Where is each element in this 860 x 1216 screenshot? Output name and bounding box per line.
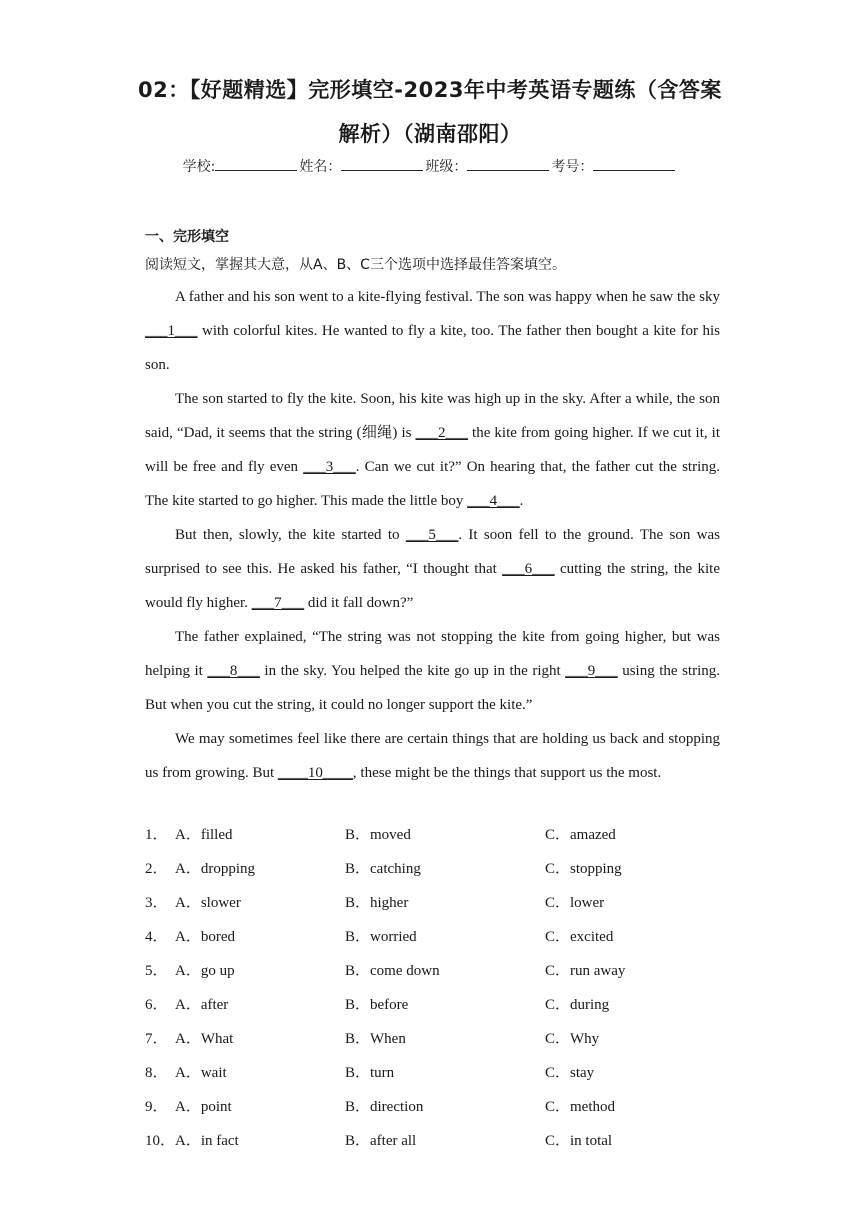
section-heading: 一、完形填空: [145, 229, 229, 245]
passage-text: . It soon fell to the ground. The son was surprised to see this. He asked his father, “I thought that: [145, 527, 720, 577]
option-c[interactable]: C．amazed: [545, 827, 616, 843]
option-a[interactable]: A．go up: [175, 963, 235, 979]
option-c[interactable]: C．method: [545, 1099, 615, 1115]
option-row-7: [145, 1027, 745, 1061]
passage-text: The son started to fly the kite. Soon, his kite was high up in the sky. After a while, the son said, “Dad, it seems that the string (细绳) is: [145, 391, 720, 441]
passage-paragraph-1: [145, 280, 720, 382]
school-blank[interactable]: [215, 158, 297, 171]
passage-text: cutting the string, the kite would fly higher.: [145, 561, 720, 611]
option-b[interactable]: B．after all: [345, 1133, 417, 1149]
option-b[interactable]: B．come down: [345, 963, 440, 979]
option-row-2: [145, 857, 745, 891]
option-b[interactable]: B．before: [345, 997, 409, 1013]
class-blank[interactable]: [467, 158, 549, 171]
option-c[interactable]: C．stopping: [545, 861, 622, 877]
answer-options: [145, 823, 745, 1163]
option-b[interactable]: B．worried: [345, 929, 417, 945]
blank-6: ___6___: [502, 561, 555, 577]
passage-text: . Can we cut it?” On hearing that, the father cut the string. The kite started to go higher. This made the little boy: [145, 459, 720, 509]
student-info-row: [0, 156, 860, 176]
passage-text: The father explained, “The string was not stopping the kite from going higher, but was helping it: [145, 629, 720, 679]
option-a[interactable]: A．point: [175, 1099, 232, 1115]
option-c[interactable]: C．stay: [545, 1065, 595, 1081]
exam-number-blank[interactable]: [593, 158, 675, 171]
option-b[interactable]: B．direction: [345, 1099, 424, 1115]
option-a[interactable]: A．What: [175, 1031, 234, 1047]
page-title: [100, 68, 760, 156]
question-number: 2．: [145, 861, 168, 877]
class-label: 班级：: [425, 159, 468, 175]
name-label: 姓名：: [299, 159, 342, 175]
blank-8: ___8___: [207, 663, 260, 679]
option-row-4: [145, 925, 745, 959]
option-a[interactable]: A．dropping: [175, 861, 255, 877]
option-c[interactable]: C．excited: [545, 929, 614, 945]
blank-9: ___9___: [565, 663, 618, 679]
passage-text: We may sometimes feel like there are certain things that are holding us back and stopping us from growing. But: [145, 731, 720, 781]
school-label: 学校:: [182, 159, 216, 175]
title-line-2: 解析）（湖南邵阳）: [338, 122, 522, 146]
blank-3: ___3___: [303, 459, 356, 475]
option-c[interactable]: C．run away: [545, 963, 626, 979]
option-row-1: [145, 823, 745, 857]
option-b[interactable]: B．turn: [345, 1065, 395, 1081]
option-c[interactable]: C．lower: [545, 895, 605, 911]
passage-text: A father and his son went to a kite-flying festival. The son was happy when he saw the sky: [175, 289, 720, 305]
passage-text: with colorful kites. He wanted to fly a kite, too. The father then bought a kite for his son.: [145, 323, 720, 373]
passage-text: did it fall down?”: [304, 595, 414, 611]
question-number: 10．: [145, 1133, 176, 1149]
section-instruction: 阅读短文，掌握其大意，从A、B、C三个选项中选择最佳答案填空。: [145, 257, 566, 273]
blank-4: ___4___: [467, 493, 520, 509]
blank-2: ___2___: [415, 425, 468, 441]
blank-1: ___1___: [145, 323, 198, 339]
blank-10: ____10____: [277, 765, 353, 781]
option-a[interactable]: A．slower: [175, 895, 241, 911]
name-blank[interactable]: [341, 158, 423, 171]
blank-7: ___7___: [251, 595, 305, 611]
question-number: 8．: [145, 1065, 168, 1081]
option-a[interactable]: A．filled: [175, 827, 233, 843]
passage-text: using the string. But when you cut the string, it could no longer support the kite.”: [145, 663, 721, 713]
option-a[interactable]: A．after: [175, 997, 229, 1013]
option-row-6: [145, 993, 745, 1027]
passage-text: in the sky. You helped the kite go up in the right: [259, 663, 566, 679]
option-b[interactable]: B．catching: [345, 861, 421, 877]
option-b[interactable]: B．moved: [345, 827, 411, 843]
passage-text: But then, slowly, the kite started to: [175, 527, 406, 543]
passage-paragraph-2: [145, 382, 720, 518]
option-row-9: [145, 1095, 745, 1129]
option-a[interactable]: A．wait: [175, 1065, 227, 1081]
option-row-8: [145, 1061, 745, 1095]
exam-number-label: 考号：: [551, 159, 594, 175]
question-number: 4．: [145, 929, 168, 945]
question-number: 6．: [145, 997, 168, 1013]
title-line-1: 02：【好题精选】完形填空-2023年中考英语专题练（含答案: [138, 78, 722, 102]
question-number: 7．: [145, 1031, 168, 1047]
blank-5: ___5___: [405, 527, 459, 543]
option-c[interactable]: C．during: [545, 997, 610, 1013]
option-c[interactable]: C．in total: [545, 1133, 613, 1149]
question-number: 5．: [145, 963, 168, 979]
cloze-passage: [145, 280, 720, 790]
passage-paragraph-5: [145, 722, 720, 790]
passage-text: .: [519, 493, 524, 509]
passage-paragraph-3: [145, 518, 720, 620]
option-row-10: [145, 1129, 745, 1163]
question-number: 9．: [145, 1099, 168, 1115]
option-row-5: [145, 959, 745, 993]
option-row-3: [145, 891, 745, 925]
passage-paragraph-4: [145, 620, 720, 722]
question-number: 1．: [145, 827, 168, 843]
option-c[interactable]: C．Why: [545, 1031, 600, 1047]
passage-text: the kite from going higher. If we cut it, it will be free and fly even: [145, 425, 720, 475]
option-b[interactable]: B．higher: [345, 895, 409, 911]
option-b[interactable]: B．When: [345, 1031, 406, 1047]
option-a[interactable]: A．bored: [175, 929, 235, 945]
passage-text: , these might be the things that support us the most.: [352, 765, 662, 781]
option-a[interactable]: A．in fact: [175, 1133, 239, 1149]
question-number: 3．: [145, 895, 168, 911]
